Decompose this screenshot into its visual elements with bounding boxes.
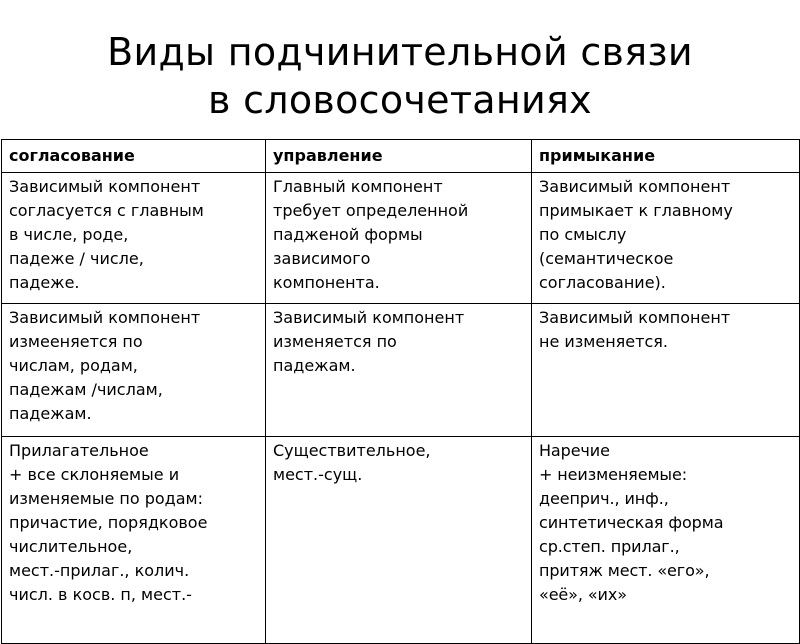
cell-adjunction-parts: Наречие + неизменяемые: дееприч., инф., синтетическая форма ср.степ. прилаг., притяж мест. «его», «её», «их»	[532, 437, 800, 644]
cell-adjunction-change: Зависимый компонент не изменяется.	[532, 304, 800, 437]
cell-government-definition: Главный компонент требует определенной падженой формы зависимого компонента.	[266, 173, 532, 304]
table-row-parts-of-speech	[2, 437, 800, 644]
cell-agreement-definition: Зависимый компонент согласуется с главным в числе, роде, падеже / числе, падеже.	[2, 173, 266, 304]
table-row-definition	[2, 173, 800, 304]
connection-types-table	[1, 139, 800, 644]
header-government: управление	[266, 140, 532, 173]
cell-government-parts: Существительное, мест.-сущ.	[266, 437, 532, 644]
table-header-row	[2, 140, 800, 173]
header-agreement: согласование	[2, 140, 266, 173]
cell-agreement-change: Зависимый компонент измееняется по числам, родам, падежам /числам, падежам.	[2, 304, 266, 437]
cell-adjunction-definition: Зависимый компонент примыкает к главному по смыслу (семантическое согласование).	[532, 173, 800, 304]
slide-title-line-2: в словосочетаниях	[208, 78, 592, 122]
cell-government-change: Зависимый компонент изменяется по падежам.	[266, 304, 532, 437]
cell-agreement-parts: Прилагательное + все склоняемые и изменяемые по родам: причастие, порядковое числительное, мест.-прилаг., колич. числ. в косв. п, мест.-	[2, 437, 266, 644]
slide-title-line-1: Виды подчинительной связи	[107, 30, 693, 74]
header-adjunction: примыкание	[532, 140, 800, 173]
table-row-change	[2, 304, 800, 437]
slide-title	[0, 28, 800, 124]
